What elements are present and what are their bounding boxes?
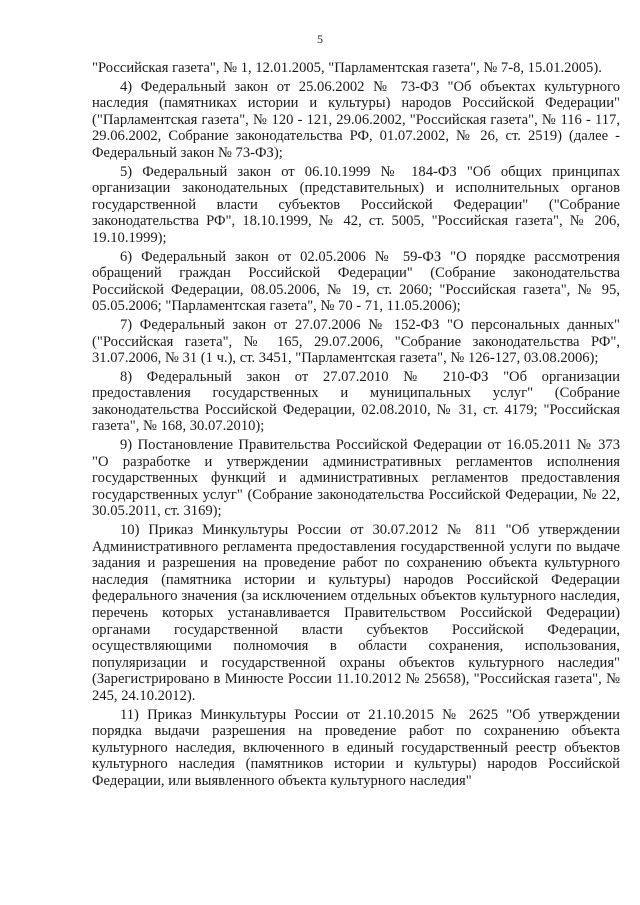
page-number: 5	[317, 32, 323, 46]
paragraph-item-4: 4) Федеральный закон от 25.06.2002 № 73-ФЗ "Об объектах культурного наследия (памятниках истории и культуры) народов Российской Федерации" ("Парламентская газета", № 120 - 121, 29.06.2002, "Российская газета", № 116 - 117, 29.06.2002, Собрание законодательства РФ, 01.07.2002, № 26, ст. 2519) (далее - Федеральный закон № 73-ФЗ);	[92, 78, 620, 161]
paragraph-item-11: 11) Приказ Минкультуры России от 21.10.2015 № 2625 "Об утверждении порядка выдачи разрешения на проведение работ по сохранению объекта культурного наследия, включенного в единый государственный реестр объектов культурного наследия (памятников истории и культуры) народов Российской Федерации, или выявленного объекта культурного наследия"	[92, 706, 620, 789]
paragraph-item-7: 7) Федеральный закон от 27.07.2006 № 152-ФЗ "О персональных данных" ("Российская газета", № 165, 29.07.2006, "Собрание законодательства РФ", 31.07.2006, № 31 (1 ч.), ст. 3451, "Парламентская газета", № 126-127, 03.08.2006);	[92, 316, 620, 367]
paragraph-item-10: 10) Приказ Минкультуры России от 30.07.2012 № 811 "Об утверждении Административного регламента предоставления государственной услуги по выдаче задания и разрешения на проведение работ по сохранению объекта культурного наследия (памятника истории и культуры) народов Российской Федерации федерального значения (за исключением отдельных объектов культурного наследия, перечень которых устанавливается Правительством Российской Федерации) органами государственной власти субъектов Российской Федерации, осуществляющими полномочия в области сохранения, использования, популяризации и государственной охраны объектов культурного наследия" (Зарегистрировано в Минюсте России 11.10.2012 № 25658), "Российская газета", № 245, 24.10.2012).	[92, 522, 620, 704]
document-body	[92, 60, 620, 790]
paragraph-item-6: 6) Федеральный закон от 02.05.2006 № 59-ФЗ "О порядке рассмотрения обращений граждан Российской Федерации" (Собрание законодательства Российской Федерации, 08.05.2006, № 19, ст. 2060; "Российская газета", № 95, 05.05.2006; "Парламентская газета", № 70 - 71, 11.05.2006);	[92, 248, 620, 315]
paragraph-continuation: "Российская газета", № 1, 12.01.2005, "Парламентская газета", № 7-8, 15.01.2005).	[92, 60, 602, 76]
paragraph-item-9: 9) Постановление Правительства Российской Федерации от 16.05.2011 № 373 "О разработке и утверждении административных регламентов исполнения государственных функций и административных регламентов предоставления государственных услуг" (Собрание законодательства Российской Федерации, № 22, 30.05.2011, ст. 3169);	[92, 437, 620, 520]
paragraph-item-5: 5) Федеральный закон от 06.10.1999 № 184-ФЗ "Об общих принципах организации законодательных (представительных) и исполнительных органов государственной власти субъектов Российской Федерации" ("Собрание законодательства РФ", 18.10.1999, № 42, ст. 5005, "Российская газета", № 206, 19.10.1999);	[92, 163, 620, 246]
paragraph-item-8: 8) Федеральный закон от 27.07.2010 № 210-ФЗ "Об организации предоставления государственных и муниципальных услуг" (Собрание законодательства Российской Федерации, 02.08.2010, № 31, ст. 4179; "Российская газета", № 168, 30.07.2010);	[92, 368, 620, 435]
